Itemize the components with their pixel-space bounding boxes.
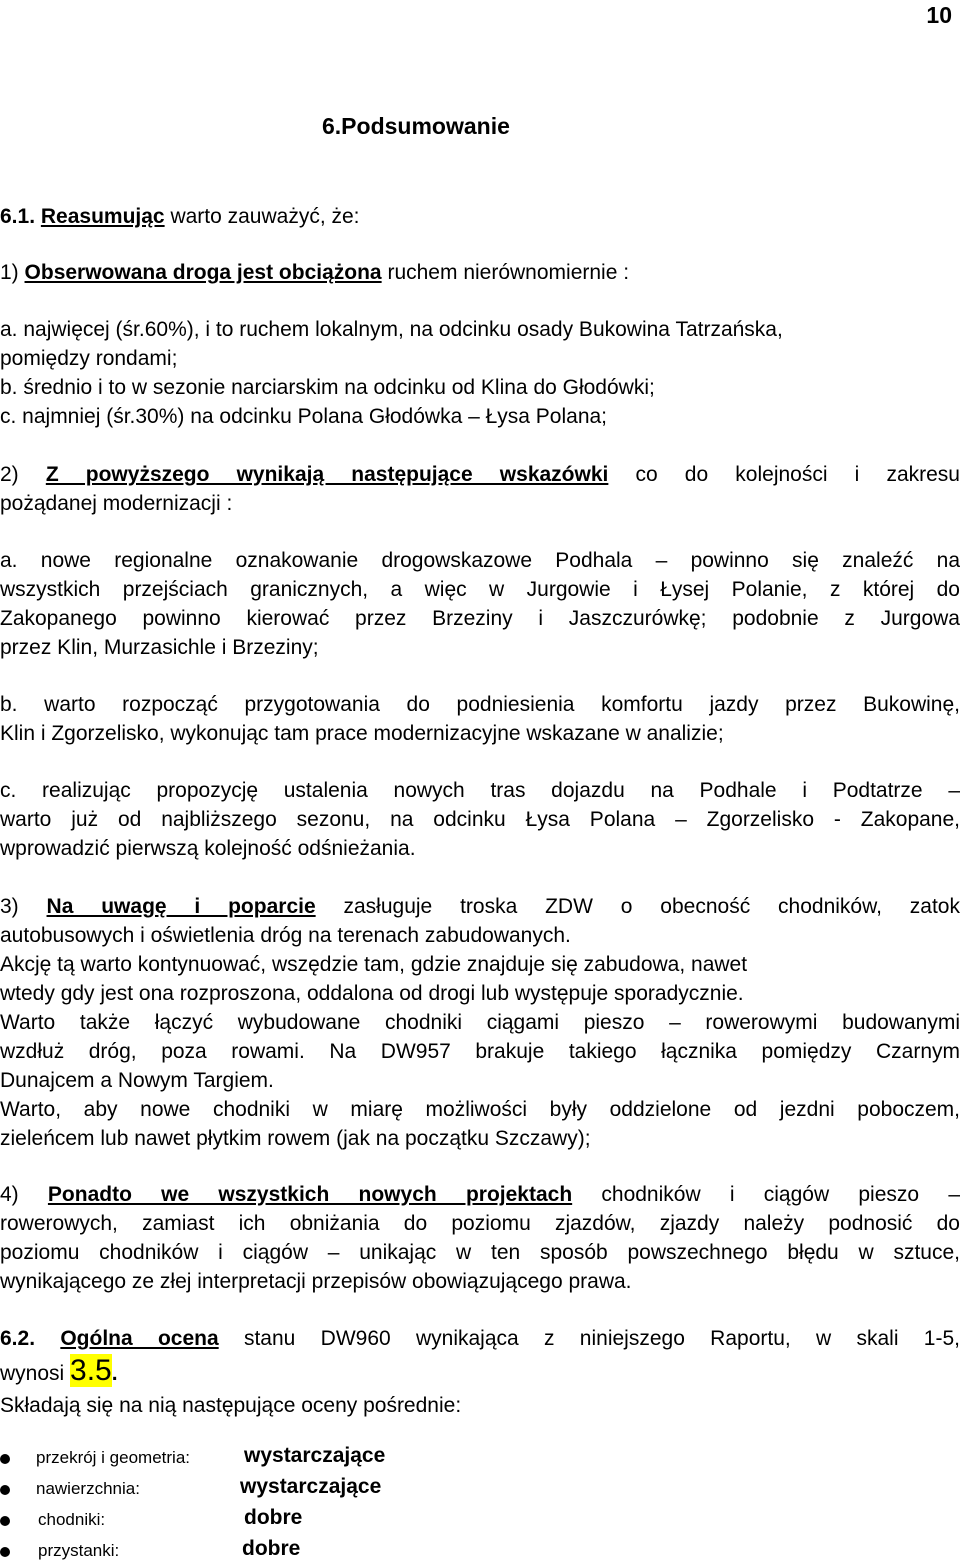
text-line: c. realizując propozycję ustalenia nowych tras dojazdu na Podhale i Podtatrze –: [0, 779, 960, 802]
rating-label: przekrój i geometria:: [36, 1448, 191, 1467]
text-line: Składają się na nią następujące oceny pośrednie:: [0, 1394, 462, 1417]
list-item: c. najmniej (śr.30%) na odcinku Polana Głodówka – Łysa Polana;: [0, 405, 608, 428]
text-line: pożądanej modernizacji :: [0, 492, 233, 515]
point-keyword: Obserwowana droga jest obciążona: [24, 261, 382, 284]
point-text: chodników i ciągów pieszo –: [572, 1183, 960, 1206]
score-line: [0, 1356, 960, 1388]
rating-item: [0, 1537, 301, 1561]
text-line: rowerowych, zamiast ich obniżania do poziomu zjazdów, zjazdy należy podnosić do: [0, 1212, 960, 1235]
point-keyword: Z powyższego wynikają następujące wskazówki: [45, 463, 609, 486]
rating-value: wystarczające: [244, 1444, 386, 1467]
text-line: wprowadzić pierwszą kolejność odśnieżania.: [0, 837, 416, 860]
text-line: Warto także łączyć wybudowane chodniki ciągami pieszo – rowerowymi budowanymi: [0, 1011, 960, 1034]
text-line: poziomu chodników i ciągów – unikając w ten sposób powszechnego błędu w sztuce,: [0, 1241, 960, 1264]
text-line: wszystkich przejściach granicznych, a więc w Jurgowie i Łysej Polanie, z której do: [0, 578, 960, 601]
point-number: 3): [0, 895, 47, 918]
subsection-text: stanu DW960 wynikająca z niniejszego Raportu, w skali 1-5,: [218, 1327, 960, 1350]
rating-label: chodniki:: [38, 1510, 106, 1529]
rating-label: nawierzchnia:: [36, 1479, 140, 1498]
rating-item: [0, 1444, 386, 1468]
rating-value: wystarczające: [240, 1475, 382, 1498]
point-4: [0, 1180, 960, 1209]
point-1: [0, 258, 960, 287]
subsection-number: 6.1.: [0, 205, 36, 228]
rating-value: dobre: [242, 1537, 301, 1560]
text-line: a. nowe regionalne oznakowanie drogowskazowe Podhala – powinno się znaleźć na: [0, 549, 960, 572]
point-text: zasługuje troska ZDW o obecność chodników, zatok: [315, 895, 960, 918]
text-line: Dunajcem a Nowym Targiem.: [0, 1069, 274, 1092]
rating-value: dobre: [244, 1506, 303, 1529]
text-line: Warto, aby nowe chodniki w miarę możliwości były oddzielone od jezdni poboczem,: [0, 1098, 960, 1121]
bullet-icon: [0, 1454, 10, 1464]
score-period: .: [111, 1362, 118, 1385]
score-prefix: wynosi: [0, 1362, 71, 1385]
bullet-icon: [0, 1547, 10, 1557]
subsection-6-2: [0, 1324, 960, 1353]
subsection-keyword: Ogólna ocena: [60, 1327, 219, 1350]
point-3: [0, 892, 960, 921]
point-number: 1): [0, 261, 19, 284]
rating-item: [0, 1475, 382, 1499]
bullet-icon: [0, 1485, 10, 1495]
point-number: 2): [0, 463, 46, 486]
section-title: 6.Podsumowanie: [322, 113, 510, 139]
point-2: [0, 460, 960, 489]
subsection-text: warto zauważyć, że:: [164, 205, 360, 228]
subsection-keyword: Reasumując: [40, 205, 165, 228]
text-line: b. warto rozpocząć przygotowania do podniesienia komfortu jazdy przez Bukowinę,: [0, 693, 960, 716]
rating-item: [0, 1506, 303, 1530]
text-line: Akcję tą warto kontynuować, wszędzie tam, gdzie znajduje się zabudowa, nawet: [0, 953, 748, 976]
text-line: autobusowych i oświetlenia dróg na terenach zabudowanych.: [0, 924, 571, 947]
list-item: a. najwięcej (śr.60%), i to ruchem lokalnym, na odcinku osady Bukowina Tatrzańska,: [0, 318, 783, 341]
subsection-6-1: [0, 202, 960, 231]
text-line: przez Klin, Murzasichle i Brzeziny;: [0, 636, 319, 659]
text-line: wzdłuż dróg, poza rowami. Na DW957 brakuje takiego łącznika pomiędzy Czarnym: [0, 1040, 960, 1063]
list-item: b. średnio i to w sezonie narciarskim na odcinku od Klina do Głodówki;: [0, 376, 655, 399]
point-keyword: Ponadto we wszystkich nowych projektach: [47, 1183, 573, 1206]
text-line: Zakopanego powinno kierować przez Brzeziny i Jaszczurówkę; podobnie z Jurgowa: [0, 607, 960, 630]
text-line: zieleńcem lub nawet płytkim rowem (jak na początku Szczawy);: [0, 1127, 591, 1150]
point-number: 4): [0, 1183, 48, 1206]
rating-label: przystanki:: [38, 1541, 120, 1560]
point-text: ruchem nierównomiernie :: [381, 261, 630, 284]
point-keyword: Na uwagę i poparcie: [46, 895, 316, 918]
list-item: pomiędzy rondami;: [0, 347, 178, 370]
text-line: wynikającego ze złej interpretacji przepisów obowiązującego prawa.: [0, 1270, 632, 1293]
text-line: warto już od najbliższego sezonu, na odcinku Łysa Polana – Zgorzelisko - Zakopane,: [0, 808, 960, 831]
point-text: co do kolejności i zakresu: [608, 463, 960, 486]
subsection-number: 6.2.: [0, 1327, 61, 1350]
bullet-icon: [0, 1516, 10, 1526]
page-number: 10: [926, 2, 952, 28]
text-line: wtedy gdy jest ona rozproszona, oddalona od drogi lub występuje sporadycznie.: [0, 982, 744, 1005]
overall-score: 3.5: [70, 1354, 112, 1387]
text-line: Klin i Zgorzelisko, wykonując tam prace modernizacyjne wskazane w analizie;: [0, 722, 724, 745]
